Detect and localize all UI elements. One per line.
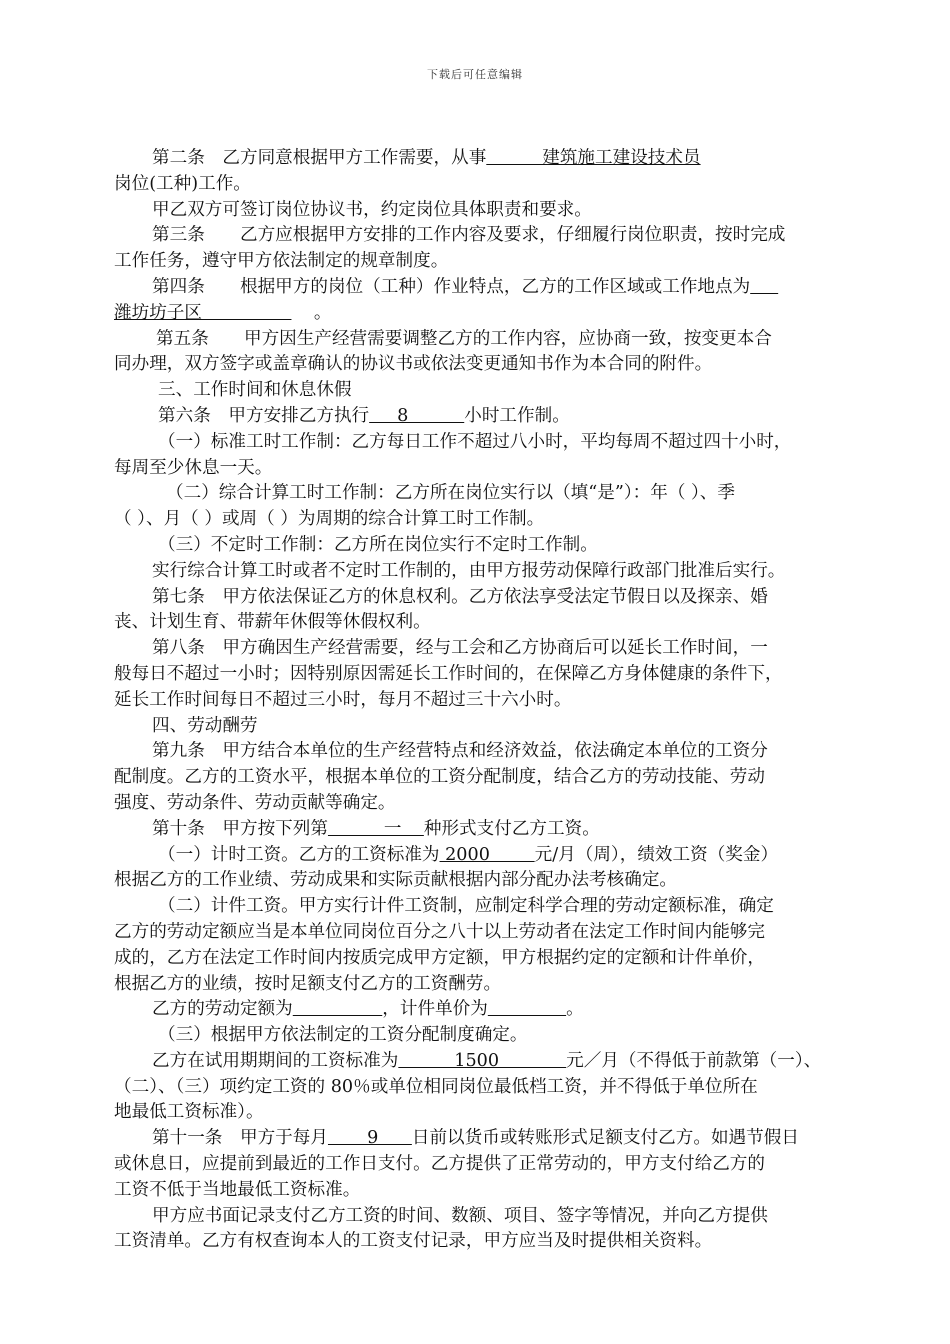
text-run: 根据乙方的业绩，按时足额支付乙方的工资酬劳。: [114, 973, 502, 994]
text-run: 地最低工资标准）。: [114, 1102, 264, 1123]
paragraph-line: [114, 430, 838, 456]
text-run: 工作任务，遵守甲方依法制定的规章制度。: [114, 251, 449, 272]
paragraph-line: [114, 327, 838, 353]
text-run: 般每日不超过一小时；因特别原因需延长工作时间的，在保障乙方身体健康的条件下，: [114, 663, 783, 684]
text-run: 第七条 甲方依法保证乙方的休息权利。乙方依法享受法定节假日以及探亲、婚: [152, 586, 768, 607]
text-run: 岗位(工种)工作。: [114, 173, 251, 194]
paragraph-line: [114, 301, 838, 327]
text-run: 种形式支付乙方工资。: [423, 818, 600, 839]
paragraph-line: [114, 507, 838, 533]
paragraph-line: [114, 533, 838, 559]
paragraph-line: [114, 172, 838, 198]
text-run: 四、劳动酬劳: [152, 715, 258, 736]
fill-in-blank: 潍坊坊子区: [114, 302, 292, 323]
paragraph-line: [114, 404, 838, 430]
text-run: （二）综合计算工时工作制：乙方所在岗位实行以（填“是”）：年（ ）、季: [166, 483, 735, 504]
text-run: 成的，乙方在法定工作时间内按质完成甲方定额，甲方根据约定的定额和计件单价，: [114, 947, 765, 968]
paragraph-line: [114, 456, 838, 482]
paragraph-line: [114, 1152, 838, 1178]
paragraph-line: [114, 714, 838, 740]
text-run: 第五条 甲方因生产经营需要调整乙方的工作内容，应协商一致，按变更本合: [156, 328, 772, 349]
fill-in-blank: 1500: [398, 1050, 567, 1071]
paragraph-line: [114, 894, 838, 920]
text-run: 。: [566, 999, 584, 1020]
paragraph-line: [114, 1075, 838, 1101]
paragraph-line: [114, 223, 838, 249]
text-run: 工资不低于当地最低工资标准。: [114, 1179, 361, 1200]
paragraph-line: [114, 662, 838, 688]
text-run: 小时工作制。: [464, 405, 570, 426]
paragraph-line: [114, 559, 838, 585]
text-run: 实行综合计算工时或者不定时工作制的，由甲方报劳动保障行政部门批准后实行。: [152, 560, 786, 581]
text-run: 第八条 甲方确因生产经营需要，经与工会和乙方协商后可以延长工作时间，一: [152, 638, 768, 659]
page-header: 下载后可任意编辑: [427, 68, 523, 81]
fill-in-blank: [293, 999, 382, 1019]
paragraph-line: [114, 198, 838, 224]
fill-in-blank: 一: [327, 818, 424, 839]
paragraph-line: [114, 739, 838, 765]
text-run: 或休息日，应提前到最近的工作日支付。乙方提供了正常劳动的，甲方支付给乙方的: [114, 1154, 765, 1175]
fill-in-blank: 2000: [439, 844, 535, 865]
paragraph-line: [114, 481, 838, 507]
text-run: 。: [291, 302, 332, 323]
text-run: 第十条 甲方按下列第: [152, 818, 328, 839]
text-run: 第十一条 甲方于每月: [152, 1128, 328, 1149]
paragraph-line: [114, 972, 838, 998]
text-run: 乙方在试用期期间的工资标准为: [152, 1050, 399, 1071]
fill-in-blank: 建筑施工建设技术员: [486, 148, 701, 168]
text-run: 乙方的劳动定额应当是本单位同岗位百分之八十以上劳动者在法定工作时间内能够完: [114, 921, 765, 942]
paragraph-line: [114, 791, 838, 817]
text-run: 三、工作时间和休息休假: [158, 380, 352, 401]
text-run: 甲方应书面记录支付乙方工资的时间、数额、项目、签字等情况，并向乙方提供: [152, 1205, 768, 1226]
paragraph-line: [114, 610, 838, 636]
text-run: 同办理，双方签字或盖章确认的协议书或依法变更通知书作为本合同的附件。: [114, 354, 713, 375]
text-run: （二）计件工资。甲方实行计件工资制，应制定科学合理的劳动定额标准，确定: [158, 896, 774, 917]
text-run: ，计件单价为: [382, 999, 488, 1020]
contract-body: [114, 146, 838, 1255]
paragraph-line: [114, 249, 838, 275]
text-run: 延长工作时间每日不超过三小时，每月不超过三十六小时。: [114, 689, 572, 710]
text-run: 第二条 乙方同意根据甲方工作需要，从事: [152, 148, 487, 168]
paragraph-line: [114, 636, 838, 662]
text-run: （三）不定时工作制：乙方所在岗位实行不定时工作制。: [158, 534, 598, 555]
text-run: 工资清单。乙方有权查询本人的工资支付记录，甲方应当及时提供相关资料。: [114, 1231, 713, 1252]
fill-in-blank: [488, 999, 566, 1019]
paragraph-line: [114, 946, 838, 972]
text-run: 元/月（周），绩效工资（奖金）: [534, 844, 779, 865]
text-run: （一）计时工资。乙方的工资标准为: [158, 844, 440, 865]
paragraph-line: [114, 378, 838, 404]
paragraph-line: [114, 997, 838, 1023]
text-run: 根据乙方的工作业绩、劳动成果和实际贡献根据内部分配办法考核确定。: [114, 870, 678, 891]
paragraph-line: [114, 868, 838, 894]
fill-in-blank: 8: [369, 405, 465, 426]
fill-in-blank: 9: [327, 1128, 412, 1149]
paragraph-line: [114, 1023, 838, 1049]
paragraph-line: [114, 1126, 838, 1152]
text-run: （三）根据甲方依法制定的工资分配制度确定。: [158, 1025, 528, 1046]
paragraph-line: [114, 1100, 838, 1126]
text-run: 第九条 甲方结合本单位的生产经营特点和经济效益，依法确定本单位的工资分: [152, 741, 768, 762]
paragraph-line: [114, 1229, 838, 1255]
paragraph-line: [114, 765, 838, 791]
paragraph-line: [114, 817, 838, 843]
paragraph-line: [114, 352, 838, 378]
paragraph-line: [114, 585, 838, 611]
paragraph-line: [114, 688, 838, 714]
text-run: 第六条 甲方安排乙方执行: [158, 405, 370, 426]
text-run: 配制度。乙方的工资水平，根据本单位的工资分配制度，结合乙方的劳动技能、劳动: [114, 767, 765, 788]
paragraph-line: [114, 920, 838, 946]
paragraph-line: [114, 146, 838, 172]
text-run: 乙方的劳动定额为: [152, 999, 293, 1020]
paragraph-line: [114, 843, 838, 869]
text-run: 第四条 根据甲方的岗位（工种）作业特点，乙方的工作区域或工作地点为: [152, 276, 751, 297]
fill-in-blank: [750, 277, 778, 297]
text-run: （ ）、月（ ）或周（ ）为周期的综合计算工时工作制。: [114, 509, 545, 530]
text-run: 每周至少休息一天。: [114, 457, 273, 478]
text-run: 甲乙双方可签订岗位协议书，约定岗位具体职责和要求。: [152, 199, 592, 220]
paragraph-line: [114, 1178, 838, 1204]
text-run: 日前以货币或转账形式足额支付乙方。如遇节假日: [411, 1128, 799, 1149]
text-run: 元／月（不得低于前款第（一）、: [566, 1050, 822, 1071]
paragraph-line: [114, 1204, 838, 1230]
text-run: （二）、（三）项约定工资的 80％或单位相同岗位最低档工资，并不得低于单位所在: [114, 1076, 758, 1097]
text-run: 第三条 乙方应根据甲方安排的工作内容及要求，仔细履行岗位职责，按时完成: [152, 225, 786, 246]
paragraph-line: [114, 1049, 838, 1075]
text-run: 强度、劳动条件、劳动贡献等确定。: [114, 792, 396, 813]
text-run: （一）标准工时工作制：乙方每日工作不超过八小时，平均每周不超过四十小时，: [158, 431, 792, 452]
text-run: 丧、计划生育、带薪年休假等休假权利。: [114, 612, 431, 633]
paragraph-line: [114, 275, 838, 301]
